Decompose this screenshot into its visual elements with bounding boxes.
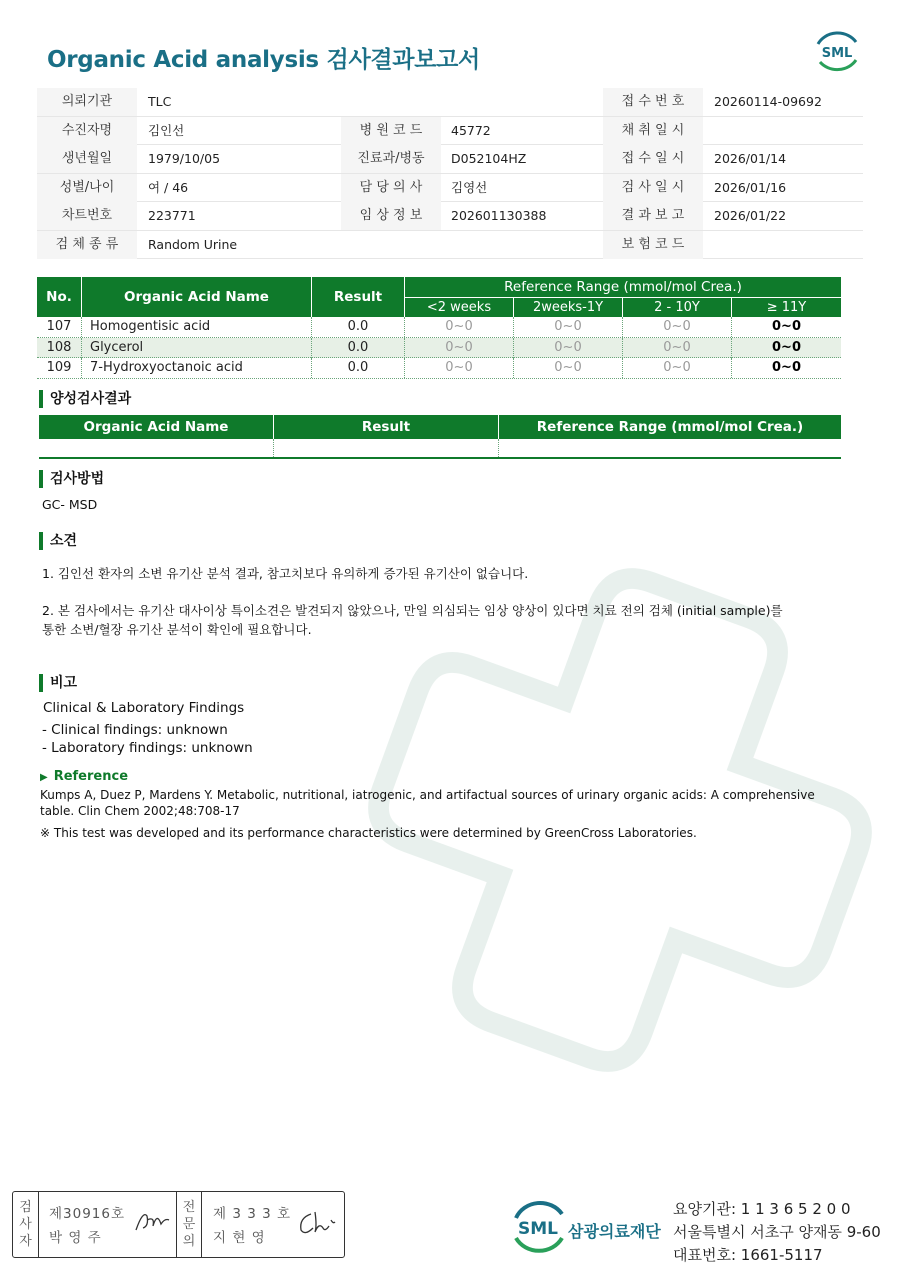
- specialist-signature-icon: [295, 1208, 339, 1238]
- header-range: <2 weeks: [405, 298, 514, 317]
- sml-logo-text: SML: [821, 46, 853, 61]
- cell-name: Glycerol: [82, 338, 312, 358]
- specialist-label: 전 문 의: [176, 1192, 202, 1257]
- cell-range: 0~0: [405, 358, 514, 378]
- cell-range: 0~0: [514, 317, 623, 337]
- info-label: 병 원 코 드: [341, 117, 441, 145]
- info-label: 진료과/병동: [341, 145, 441, 173]
- info-row: [37, 145, 863, 174]
- info-value: TLC: [148, 94, 172, 109]
- specialist-name: 지 현 영: [213, 1230, 266, 1246]
- info-label: 검 체 종 류: [37, 231, 137, 259]
- info-label: 임 상 정 보: [341, 202, 441, 230]
- info-label: 결 과 보 고: [603, 202, 703, 230]
- header-reference: Reference Range (mmol/mol Crea.): [536, 419, 804, 435]
- header-range: 2 - 10Y: [623, 298, 732, 317]
- info-label: 보 험 코 드: [603, 231, 703, 259]
- info-row: [37, 202, 863, 231]
- cell-range: 0~0: [623, 317, 732, 337]
- cell-range: 0~0: [623, 338, 732, 358]
- organization-name: 삼광의료재단: [568, 1222, 661, 1241]
- findings-paragraph: 1. 김인선 환자의 소변 유기산 분석 결과, 참고치보다 유의하게 증가된 유기산이 없습니다.: [42, 566, 529, 581]
- reference-line: Kumps A, Duez P, Mardens Y. Metabolic, nutritional, iatrogenic, and artifactual sources of urinary organic acids: A comprehensive: [40, 788, 815, 802]
- info-value: 김인선: [148, 122, 185, 138]
- info-value: 1979/10/05: [148, 151, 221, 166]
- header-range: ≥ 11Y: [766, 300, 807, 315]
- table-row: [37, 317, 841, 338]
- cell-name: Homogentisic acid: [82, 317, 312, 337]
- info-row: [37, 231, 863, 260]
- specialist-license-no: 제 3 3 3 호: [213, 1206, 292, 1222]
- remarks-line: - Laboratory findings: unknown: [42, 740, 253, 756]
- method-section-title: 검사방법: [39, 470, 104, 488]
- organic-acid-result-table: [37, 277, 841, 379]
- info-label: 접 수 일 시: [603, 145, 703, 173]
- patient-info-table: [37, 88, 863, 259]
- sml-logo-icon: [812, 30, 862, 74]
- signature-box: [12, 1191, 345, 1258]
- phone-number: 대표번호: 1661-5117: [673, 1246, 823, 1264]
- page-title: Organic Acid analysis 검사결과보고서: [47, 47, 480, 73]
- info-label: 담 당 의 사: [341, 174, 441, 202]
- remarks-line: - Clinical findings: unknown: [42, 722, 228, 738]
- info-row: [37, 117, 863, 146]
- info-value: 김영선: [451, 179, 488, 195]
- cell-no: 107: [37, 317, 82, 337]
- cell-result: 0.0: [312, 317, 405, 337]
- cell-no: 108: [37, 338, 82, 358]
- reference-title-text: Reference: [53, 769, 129, 784]
- examiner-signature-icon: [133, 1206, 173, 1236]
- header-reference: Reference Range (mmol/mol Crea.): [405, 277, 841, 298]
- findings-paragraph: 2. 본 검사에서는 유기산 대사이상 특이소견은 발견되지 않았으나, 만일 의심되는 임상 양상이 있다면 치료 전의 검체 (initial sample)를: [42, 603, 783, 618]
- header-name: Organic Acid Name: [39, 415, 274, 439]
- header-name: Organic Acid Name: [82, 277, 312, 317]
- address: 서울특별시 서초구 양재동 9-60: [673, 1223, 881, 1241]
- header-range: 2weeks-1Y: [514, 298, 623, 317]
- reference-title: [40, 769, 128, 784]
- info-value: D052104HZ: [451, 151, 527, 166]
- info-label: 검 사 일 시: [603, 174, 703, 202]
- remarks-line: Clinical & Laboratory Findings: [43, 700, 245, 716]
- info-value: 2026/01/22: [714, 208, 787, 223]
- info-value: 2026/01/16: [714, 179, 787, 195]
- info-value: 2026/01/14: [714, 151, 787, 166]
- cell-range: 0~0: [772, 339, 801, 355]
- info-label: 의뢰기관: [37, 88, 137, 116]
- cell-range: 0~0: [623, 358, 732, 378]
- header-result: Result: [274, 415, 499, 439]
- info-label: 수진자명: [37, 117, 137, 145]
- method-text: GC- MSD: [42, 497, 98, 512]
- info-value: Random Urine: [148, 236, 238, 252]
- positive-section-title: 양성검사결과: [39, 390, 131, 408]
- info-row: [37, 174, 863, 203]
- table-row: [37, 358, 841, 379]
- sml-footer-logo-text: SML: [518, 1219, 558, 1239]
- info-label: 접 수 번 호: [603, 88, 703, 116]
- result-table-header: [37, 277, 841, 317]
- table-row: [37, 338, 841, 359]
- sml-footer-logo-icon: [508, 1198, 568, 1256]
- examiner-license-no: 제30916호: [49, 1206, 126, 1222]
- cell-range: 0~0: [772, 360, 801, 375]
- info-label: 성별/나이: [37, 174, 137, 202]
- info-value: 223771: [148, 208, 196, 223]
- findings-paragraph: 통한 소변/혈장 유기산 분석이 확인에 필요합니다.: [42, 622, 312, 637]
- triangle-right-icon: ▶: [40, 772, 48, 783]
- cell-result: 0.0: [312, 358, 405, 378]
- reference-note: ※ This test was developed and its performance characteristics were determined by GreenCross Laboratories.: [40, 826, 697, 840]
- remarks-section-title: 비고: [39, 674, 77, 692]
- empty-cell: [39, 439, 274, 457]
- cell-range: 0~0: [772, 319, 801, 334]
- cell-name: 7-Hydroxyoctanoic acid: [82, 358, 312, 378]
- examiner-name: 박 영 주: [49, 1230, 102, 1246]
- info-row: [37, 88, 863, 117]
- cell-no: 109: [37, 358, 82, 378]
- info-value: 20260114-09692: [714, 94, 822, 109]
- info-value: 45772: [451, 122, 491, 138]
- cell-range: 0~0: [405, 338, 514, 358]
- cell-range: 0~0: [514, 338, 623, 358]
- cell-range: 0~0: [514, 358, 623, 378]
- findings-section-title: 소견: [39, 532, 77, 550]
- header-result: Result: [312, 277, 405, 317]
- info-value: 여 / 46: [148, 179, 189, 195]
- info-label: 채 취 일 시: [603, 117, 703, 145]
- cell-result: 0.0: [312, 338, 405, 358]
- empty-cell: [274, 439, 499, 457]
- info-value: 202601130388: [451, 208, 547, 223]
- header-no: No.: [37, 277, 82, 317]
- info-label: 생년월일: [37, 145, 137, 173]
- positive-table-empty-row: [39, 439, 841, 459]
- examiner-label: 검 사 자: [13, 1192, 39, 1257]
- info-label: 차트번호: [37, 202, 137, 230]
- reference-line: table. Clin Chem 2002;48:708-17: [40, 804, 240, 818]
- positive-result-table: [39, 415, 841, 459]
- watermark-cross-icon: [360, 560, 880, 1080]
- institution-code: 요양기관: 1 1 3 6 5 2 0 0: [673, 1200, 851, 1218]
- cell-range: 0~0: [405, 317, 514, 337]
- positive-table-header: [39, 415, 841, 439]
